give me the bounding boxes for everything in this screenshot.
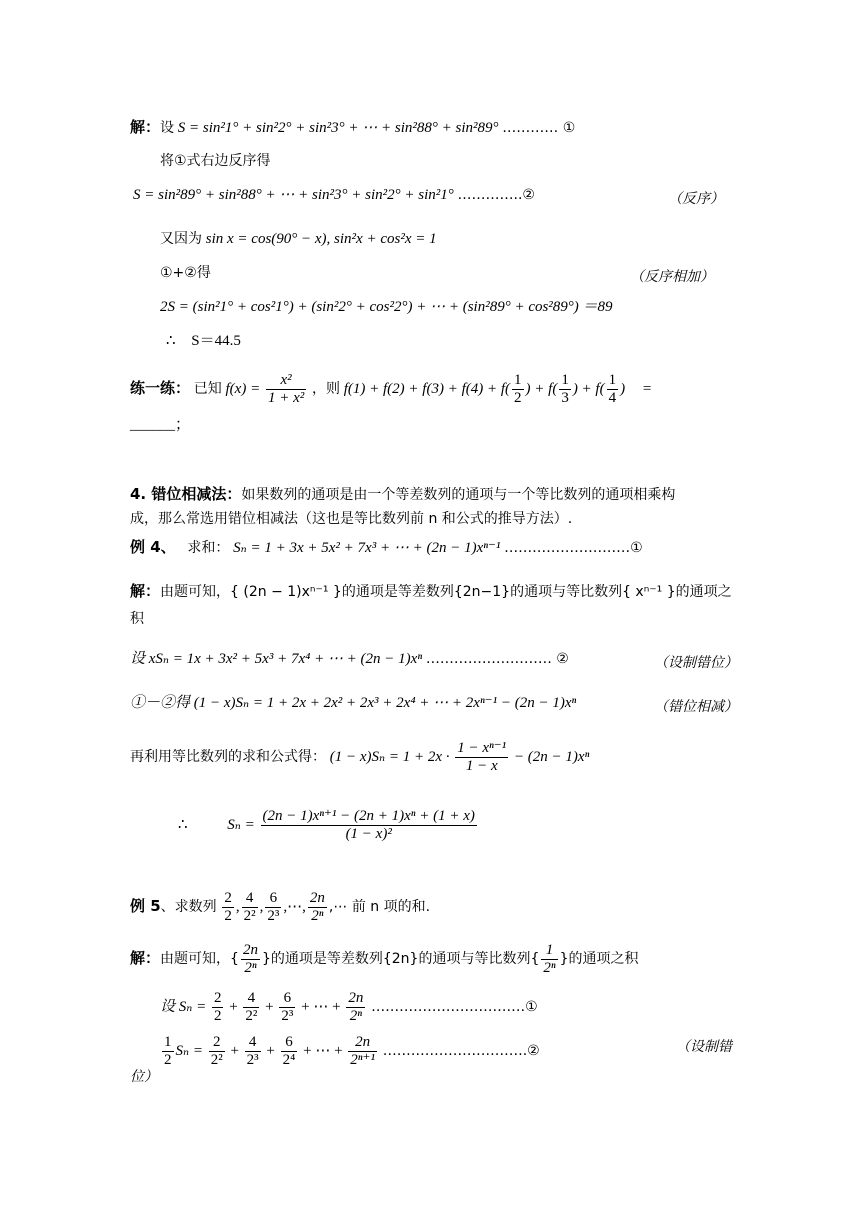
s1-result: S＝44.5	[191, 333, 241, 349]
s1-eq2: S = sin²89° + sin²88° + ⋯ + sin²3° + sin²2° + sin²1°	[133, 187, 454, 203]
s5-ex5-tail: ,⋯ 前 n 项的和.	[328, 899, 431, 916]
s5-half-term-2: $\frac{4}{\text{2³}}$	[246, 1034, 259, 1069]
s1-eq: S = sin²1° + sin²2° + sin²3° + ⋯ + sin²88° + sin²89°	[177, 120, 499, 136]
s4-ex4-line	[130, 540, 643, 556]
s5-half-term-1: $\frac{2}{\text{2²}}$	[210, 1034, 223, 1069]
s4-set-dots: ……………………… ②	[425, 651, 569, 667]
s4-final-den: (1 − x)²	[345, 826, 392, 843]
s5-half-lhs: Sₙ =	[175, 1043, 203, 1060]
practice-den: 1 + x²	[267, 390, 305, 407]
s4-heading: 4. 错位相减法：	[130, 485, 242, 503]
s1-note-reverse: （反序）	[668, 191, 724, 207]
practice-half: $\frac{1}{2}$	[514, 372, 522, 407]
s1-label: 解：	[130, 118, 161, 136]
s4-intro-line1	[130, 487, 675, 503]
s1-lead: 设	[160, 120, 175, 136]
s1-note-add: （反序相加）	[630, 269, 714, 285]
s5-sol-geometric-term: $\frac{1}{\text{2ⁿ}}$	[543, 942, 556, 977]
s4-intro1: 如果数列的通项是由一个等差数列的通项与一个等比数列的通项相乘构	[241, 487, 676, 503]
s4-reuse-num: 1 − xⁿ⁻¹	[455, 740, 508, 758]
practice-third: $\frac{1}{3}$	[561, 372, 569, 407]
s5-sol-c: }的通项之积	[559, 951, 639, 968]
s5-seq-term-3: $\frac{6}{\text{2³}}$	[267, 890, 280, 925]
s5-half-dots: ………………………….②	[382, 1043, 540, 1060]
s5-sol-label: 解：	[130, 949, 161, 968]
s4-ex4-label: 例 4、	[130, 538, 176, 556]
s5-ex5-line: 例 5、求数列 $\frac{2}{2}$ , $\frac{4}{\text{2²}}$ , $\frac{6}{\text{2³}}$ ,⋯, $\frac{2n}{\text{2ⁿ}}$ ,⋯ 前 n 项的和.	[130, 890, 431, 925]
s5-note-set2: 位）	[130, 1069, 158, 1085]
s5-ex5-label: 例 5	[130, 897, 161, 916]
s5-sol-line	[130, 942, 639, 978]
s5-seq-term-1: $\frac{2}{2}$	[224, 890, 232, 925]
s5-seq-term-2: $\frac{4}{\text{2²}}$	[243, 890, 256, 925]
s5-ex5-text: 、求数列	[160, 899, 217, 916]
s4-sol-text2: 积	[130, 611, 144, 627]
practice-expr: f(1) + f(2) + f(3) + f(4) + f(	[343, 381, 511, 398]
s1-add-text: ①+②得	[160, 265, 211, 281]
s5-set-lead: 设 Sₙ =	[160, 999, 207, 1016]
s5-set-dots: ……………………………①	[371, 999, 538, 1016]
practice-fraction	[266, 372, 306, 408]
s4-final-lhs: Sₙ =	[227, 817, 255, 834]
practice-eqsign: =	[642, 381, 652, 398]
practice-blank: ______；	[130, 417, 191, 433]
s4-final-fraction	[261, 808, 477, 844]
s1-sum-eq: 2S = (sin²1° + cos²1°) + (sin²2° + cos²2°) + ⋯ + (sin²89° + cos²89°) ＝89	[160, 299, 613, 315]
s4-sub-eq: ①－②得 (1 − x)Sₙ = 1 + 2x + 2x² + 2x³ + 2x⁴ + ⋯ + 2xⁿ⁻¹ − (2n − 1)xⁿ	[130, 695, 577, 711]
practice-num: x²	[266, 372, 306, 390]
s5-seq-term-n: $\frac{2n}{\text{2ⁿ}}$	[309, 890, 325, 925]
s5-sol-general-term: $\frac{2n}{\text{2ⁿ}}$	[242, 942, 258, 977]
s1-line1	[130, 120, 575, 136]
s4-ex4-text: 求和：	[187, 540, 230, 556]
s4-ex4-dots: ………………………①	[504, 540, 643, 556]
s4-reuse-text: 再利用等比数列的求和公式得：	[130, 749, 326, 766]
practice-then: ，则	[311, 381, 340, 398]
s4-final-line	[178, 808, 479, 844]
s5-note-set1: （设制错	[676, 1039, 732, 1055]
s4-reuse-fraction	[455, 740, 508, 776]
s4-set-eq: 设 xSₙ = 1x + 3x² + 5x³ + 7x⁴ + ⋯ + (2n − 1)xⁿ	[130, 651, 423, 667]
s1-line3	[133, 188, 535, 203]
s5-set-term-3: $\frac{6}{\text{2³}}$	[281, 990, 294, 1025]
s1-therefore: ∴	[166, 333, 176, 349]
s5-half-coef: $\frac{1}{2}$	[164, 1034, 172, 1069]
s1-dots2: …………..②	[457, 187, 535, 203]
s5-sol-a: 由题可知，{	[160, 951, 239, 968]
s5-half-term-3: $\frac{6}{\text{2⁴}}$	[282, 1034, 296, 1069]
s4-set-line	[130, 652, 569, 667]
s4-final-num: (2n − 1)xⁿ⁺¹ − (2n + 1)xⁿ + (1 + x)	[261, 808, 477, 826]
s4-sol-text1: 由题可知，{ (2n − 1)xⁿ⁻¹ }的通项是等差数列{2n−1}的通项与等比数列{ xⁿ⁻¹ }的通项之	[160, 584, 732, 600]
practice-line: 练一练： 已知 f(x) = $\frac{\text{x²}}{\text{1 + x²}}$ ，则 f(1) + f(2) + f(3) + f(4) + f( $\frac{1}{2}$ ) + f( $\frac{1}{3}$ ) + f( $\frac{1}{4}$ ) =	[130, 372, 652, 407]
s4-ex4-eq: Sₙ = 1 + 3x + 5x² + 7x³ + ⋯ + (2n − 1)xⁿ⁻¹	[233, 540, 501, 556]
s4-intro2: 成，那么常选用错位相减法（这也是等比数列前 n 和公式的推导方法）.	[130, 511, 573, 527]
s5-set-line: 设 Sₙ = $\frac{2}{2}$ + $\frac{4}{\text{2²}}$ + $\frac{6}{\text{2³}}$ + ⋯ + $\frac{2n}{\text{2ⁿ}}$ ……………………………①	[160, 990, 538, 1025]
practice-fx: f(x) =	[225, 381, 261, 398]
s5-half-term-n: $\frac{2n}{\text{2ⁿ⁺¹}}$	[350, 1034, 375, 1069]
s5-set-term-n: $\frac{2n}{\text{2ⁿ}}$	[348, 990, 364, 1025]
s1-reverse-text: 将①式右边反序得	[160, 153, 271, 169]
practice-quarter: $\frac{1}{4}$	[608, 372, 617, 407]
s4-sol-label: 解：	[130, 582, 161, 600]
s1-result-line	[166, 334, 241, 349]
s4-note-set: （设制错位）	[654, 655, 738, 671]
s5-sol-b: }的通项是等差数列{2n}的通项与等比数列{	[261, 951, 540, 968]
s1-again-eq: sin x = cos(90° − x), sin²x + cos²x = 1	[205, 231, 437, 247]
s1-again-lead: 又因为	[160, 231, 202, 247]
s4-reuse-line	[130, 740, 589, 776]
s4-reuse-den: 1 − x	[465, 758, 498, 775]
practice-label: 练一练：	[130, 379, 191, 398]
s1-line4	[160, 232, 437, 247]
s4-reuse-tail: − (2n − 1)xⁿ	[513, 749, 590, 766]
s5-half-line: $\frac{1}{2}$ Sₙ = $\frac{2}{\text{2²}}$ + $\frac{4}{\text{2³}}$ + $\frac{6}{\text{2⁴}}$ + ⋯ + $\frac{2n}{\text{2ⁿ⁺¹}}$ ………………………….②	[164, 1034, 540, 1069]
s4-note-sub: （错位相减）	[654, 699, 738, 715]
s4-therefore: ∴	[178, 817, 188, 834]
s5-set-term-2: $\frac{4}{\text{2²}}$	[245, 990, 258, 1025]
s4-reuse-lhs: (1 − x)Sₙ = 1 + 2x ·	[329, 749, 450, 766]
s1-dots: ………… ①	[502, 120, 576, 136]
s5-set-term-1: $\frac{2}{2}$	[213, 990, 222, 1025]
practice-known: 已知	[193, 381, 222, 398]
s4-sol-line1	[130, 584, 732, 600]
